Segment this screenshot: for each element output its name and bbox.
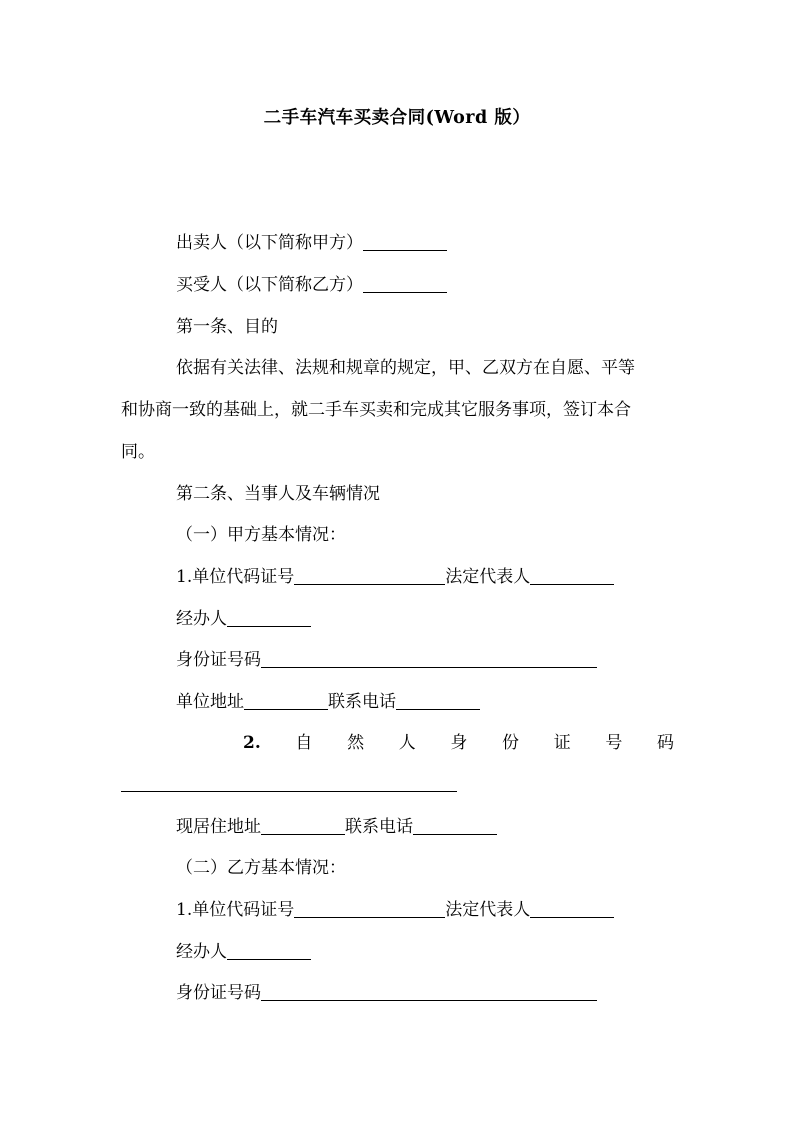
party-a-address-line <box>176 690 480 714</box>
np-char: 人 <box>398 733 416 753</box>
party-b-org-line <box>176 898 614 922</box>
document-title: 二手车汽车买卖合同(Word 版） <box>263 108 531 128</box>
np-char: 2. <box>243 733 261 753</box>
org-code-label: 1.单位代码证号 <box>176 900 295 920</box>
address-blank[interactable] <box>244 691 328 710</box>
party-a-heading: （一）甲方基本情况： <box>176 525 346 545</box>
id-label: 身份证号码 <box>176 650 261 670</box>
party-b-id-line <box>176 981 597 1005</box>
phone2-blank[interactable] <box>413 816 497 835</box>
buyer-line <box>176 273 447 297</box>
phone-label: 联系电话 <box>328 692 396 712</box>
id-blank[interactable] <box>261 982 597 1001</box>
party-b-agent-line <box>176 940 311 964</box>
np-char: 号 <box>605 733 623 753</box>
agent-label: 经办人 <box>176 609 227 629</box>
agent-label: 经办人 <box>176 942 227 962</box>
np-char: 然 <box>347 733 365 753</box>
org-code-label: 1.单位代码证号 <box>176 567 295 587</box>
article1-text-line1: 依据有关法律、法规和规章的规定，甲、乙双方在自愿、平等 <box>176 358 635 378</box>
residence-blank[interactable] <box>261 816 345 835</box>
natural-person-id-blank[interactable] <box>121 773 457 792</box>
article1-heading: 第一条、目的 <box>176 317 278 337</box>
party-a-org-line <box>176 565 614 589</box>
np-char: 码 <box>657 733 674 753</box>
id-blank[interactable] <box>261 649 597 668</box>
seller-label: 出卖人（以下简称甲方） <box>176 233 363 253</box>
article1-text-line2: 和协商一致的基础上，就二手车买卖和完成其它服务事项，签订本合 <box>121 400 631 420</box>
legal-rep-label: 法定代表人 <box>445 900 531 920</box>
legal-rep-label: 法定代表人 <box>445 567 531 587</box>
org-code-blank[interactable] <box>294 899 445 918</box>
party-a-agent-line <box>176 607 311 631</box>
buyer-label: 买受人（以下简称乙方） <box>176 275 363 295</box>
seller-line <box>176 231 447 255</box>
natural-person-id-label <box>243 731 674 755</box>
residence-label: 现居住地址 <box>176 817 261 837</box>
party-b-heading: （二）乙方基本情况： <box>176 858 346 878</box>
address-label: 单位地址 <box>176 692 244 712</box>
phone2-label: 联系电话 <box>345 817 413 837</box>
legal-rep-blank[interactable] <box>530 566 614 585</box>
agent-blank[interactable] <box>227 608 311 627</box>
phone-blank[interactable] <box>396 691 480 710</box>
seller-blank[interactable] <box>363 232 447 251</box>
np-char: 份 <box>502 733 520 753</box>
np-char: 自 <box>295 733 313 753</box>
org-code-blank[interactable] <box>294 566 445 585</box>
id-label: 身份证号码 <box>176 983 261 1003</box>
party-a-residence-line <box>176 815 497 839</box>
article1-text-line3: 同。 <box>121 442 155 462</box>
buyer-blank[interactable] <box>363 274 447 293</box>
np-char: 身 <box>450 733 468 753</box>
agent-blank[interactable] <box>227 941 311 960</box>
party-a-id-line <box>176 648 597 672</box>
legal-rep-blank[interactable] <box>530 899 614 918</box>
article2-heading: 第二条、当事人及车辆情况 <box>176 484 380 504</box>
np-char: 证 <box>553 733 571 753</box>
